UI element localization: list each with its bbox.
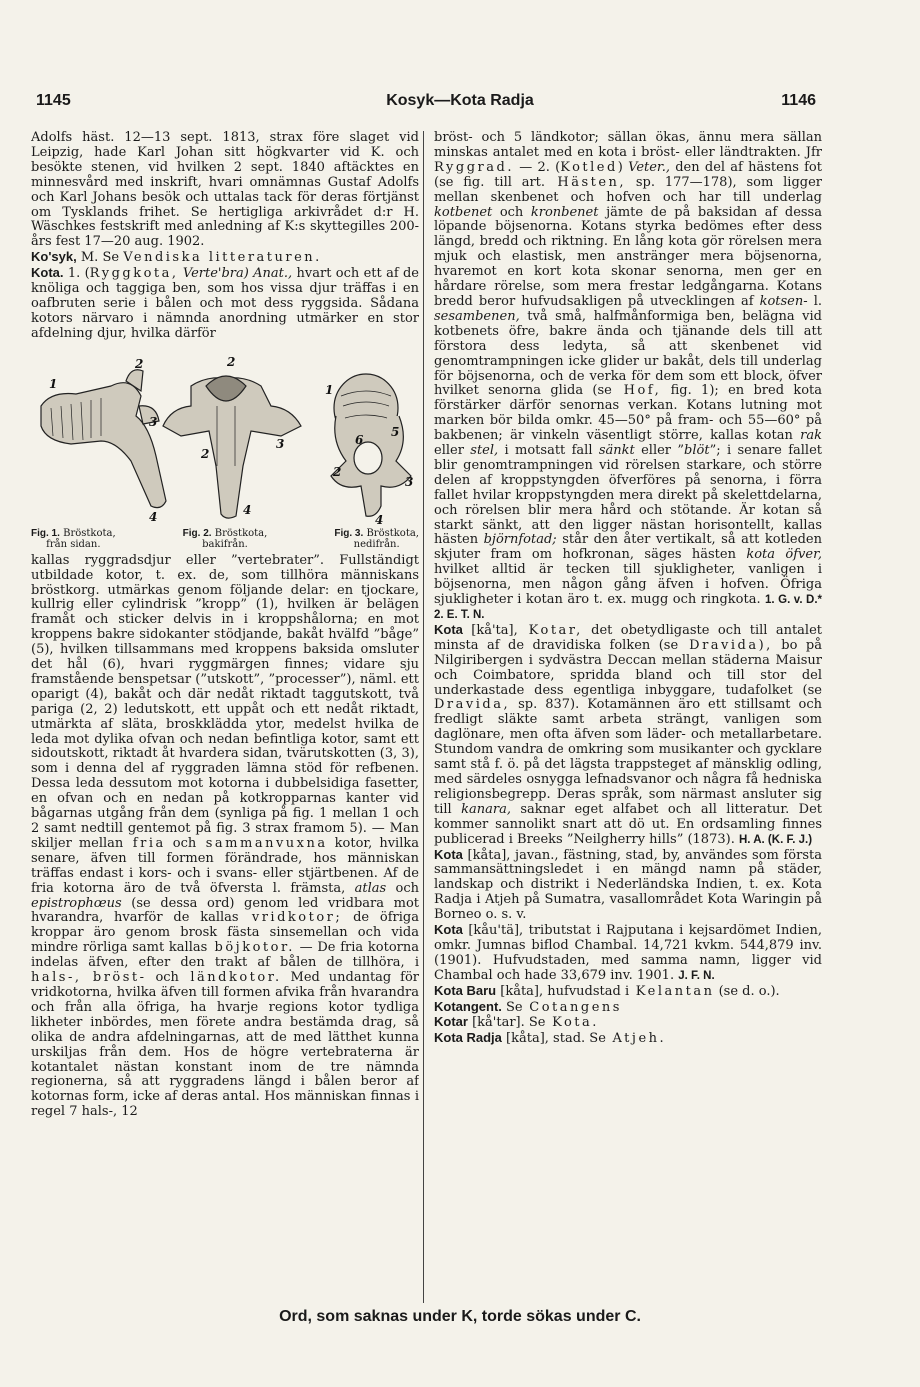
body-text: och	[146, 970, 179, 986]
cross-ref-cotangens: Cotangens	[522, 999, 622, 1015]
fig1-label: 1	[49, 376, 58, 391]
term-epistropheus: epistrophœus	[31, 895, 122, 911]
body-text: och	[165, 835, 197, 851]
cross-ref-ryggrad: Ryggrad.	[434, 159, 514, 175]
fig2-label: 4	[243, 502, 252, 517]
body-text: i motsatt fall	[498, 443, 593, 459]
headword-kota: Kota	[434, 846, 463, 862]
term-kotbenet: kotbenet	[434, 204, 493, 220]
term-kotsen: kotsen-	[753, 293, 808, 309]
caption-fig3	[334, 528, 419, 550]
term-bjornfotad: björnfotad;	[478, 532, 557, 548]
term-landkotor: ländkotor.	[178, 970, 282, 986]
body-text: saknar eget alfabet och all litteratur. Det kommer sannolikt snart att dö ut. En ordsamling finnes publicerad i Breeks ”Neilgherry hills” (1873).	[434, 801, 822, 847]
headword-kota: Kota	[434, 621, 463, 637]
page-header	[0, 92, 920, 120]
vertebra-figures	[31, 346, 419, 526]
headword-kotangent: Kotangent.	[434, 998, 502, 1014]
fig1-label: 3	[149, 414, 158, 429]
body-text: [kåta], stad. Se	[501, 1031, 606, 1047]
entry-kotar	[434, 1015, 822, 1031]
fig3-label: 5	[391, 424, 400, 439]
body-text: Se	[501, 999, 523, 1015]
caption-title: Fig. 2.	[182, 527, 212, 539]
right-page-number: 1146	[781, 92, 816, 109]
entry-kota-people	[434, 623, 822, 848]
term-kronbenet: kronbenet	[523, 204, 599, 220]
headword-kota-radja: Kota Radja	[434, 1030, 502, 1046]
body-text: eller	[434, 443, 464, 459]
cross-ref-hof: Hof,	[611, 383, 662, 399]
term-kota-ofver: kota öfver,	[735, 547, 822, 563]
paragraph-kota-continued	[434, 131, 822, 623]
entry-text: 1. (	[63, 266, 90, 282]
caption-fig2	[183, 528, 268, 550]
figure-captions	[31, 528, 419, 550]
body-text: den del af hästens fot (se fig. till art.	[434, 159, 822, 190]
headword-kota-baru: Kota Baru	[434, 982, 497, 998]
body-text: fig. 1); en bred kota förstärker därför senornas verkan. Kotans lutning mot marken bör bilda omkr. 45—50° på fram- och 55—60° på bakbenen; är vinkeln väsentligt större, kallas kotan	[434, 383, 822, 444]
caption-title: Fig. 3.	[334, 527, 364, 539]
term-rak: rak	[792, 428, 822, 444]
body-text: står den åter vertikalt, så att kotleden skjuter fram om hofkronan, säges hästen	[434, 532, 822, 563]
left-page-number: 1145	[36, 92, 71, 109]
cross-ref-hasten: Hästen,	[545, 174, 627, 190]
cross-ref-kelantan: Kelantan	[629, 983, 715, 999]
entry-text: M. Se	[76, 250, 124, 266]
entry-kotangent	[434, 1000, 822, 1016]
term-sankt: sänkt	[592, 443, 635, 459]
body-text: kotor, hvilka senare, äfven till formen förändrade, hos människan träffas endast i kors- och i svans- eller stjärtbenen. Af de fria kotorna äro de två öfversta l. främsta,	[31, 835, 419, 896]
fig2-label: 2	[227, 354, 236, 369]
paragraph-adolfs: Adolfs häst. 12—13 sept. 1813, strax före slaget vid Leipzig, hade Karl Johan sitt högkvarter vid K. och besökte stenen, vid hvilken 2 sept. 1840 aftäcktes en minnesvård med inskrift, hvari omnämnas Gustaf Adolfs och Karl Johans besök och uttalas tack för deras förtjänst om Tysklands frihet. Se hertigliga arkivrådet d:r H. Wäschkes festskrift med anledning af K:s skyttegilles 200-års fest 17—20 aug. 1902.	[31, 131, 419, 250]
cross-ref-dravida: Dravida,	[434, 697, 511, 713]
fig2-label: 2	[201, 446, 210, 461]
fig3-label: 4	[375, 512, 384, 526]
term-ryggkota: Ryggkota,	[89, 266, 179, 282]
body-text: hvilket alltid är tecken till sjukligheter, vanligen i böjsenorna, men någon gång äfven i hofven. Öfriga sjukligheter i kotan äro t. ex. mugg och ringkota.	[434, 562, 822, 608]
body-text: sp. 177—178), som ligger mellan skenbenet och hofven och har till underlag	[434, 174, 822, 205]
running-head: Kosyk—Kota Radja	[386, 92, 534, 109]
caption-sub: från sidan.	[46, 538, 101, 550]
term-vertebra: Verte'bra) Anat.,	[178, 266, 293, 282]
author-signature: J. F. N.	[678, 969, 715, 982]
entry-kota	[31, 266, 419, 342]
fig3-label: 3	[405, 474, 414, 489]
column-divider	[423, 131, 424, 1303]
body-text: [kåta], javan., fästning, stad, by, användes som första sammansättningsledet i en mängd namn på städer, landskap och distrikt i Nederländska Indien, t. ex. Kota Radja i Atjeh på Sumatra, vasallområdet Kota Waringin på Borneo o. s. v.	[434, 847, 822, 923]
term-fria: fria	[123, 835, 166, 851]
vertebra-illustration	[31, 346, 419, 526]
body-text: kallas ryggradsdjur eller ”vertebrater”. Fullständigt utbildade kotor, t. ex. de, som tillhöra människans bröstkorg. utmärkas genom följande delar: en tjockare, kullrig eller cylindrisk ”kropp” (1), hvilken är belägen framåt och sticker delvis in i kroppshålorna; en mot kroppens bakre sidokanter stödjande, bakåt hvälfd ”båge” (5), hvilken tillsammans med kroppens baksida omsluter det hål (6), hvari ryggmärgen finnes; vidare sju framstående benspetsar (”utskott”, ”processer”), näml. ett oparigt (4), bakåt och där nedåt riktadt taggutskott, två pariga (2, 2) ledutskott, ett uppåt och ett nedåt riktadt, utmärkta af släta, broskklädda ytor, medelst hvilka de leda mot dylika ofvan och nedan befintliga kotor, samt ett sidoutskott, riktadt åt hvardera sidan, tvärutskotten (3, 3), som i denna del af ryggraden lämna stöd för refbenen. Dessa leda dessutom mot kotorna i dubbelsidiga fasetter, en ofvan och en nedan på kotkropparnas kanter vid bågarnas utgång från dem (synliga på fig. 1 mellan 1 och 2 samt nedtill gentemot på fig. 3 strax framom 5). — Man skiljer mellan	[31, 552, 419, 851]
cross-ref-atjeh: Atjeh.	[605, 1031, 667, 1047]
body-text: och	[386, 880, 419, 896]
body-text: [kåu'tä], tributstat i Rajputana i kejsardömet Indien, omkr. Jumnas biflod Chambal. 14,721 kvkm. 544,879 inv. (1901). Hufvudstaden, med samma namn, ligger vid Chambal och hade 33,679 inv. 1901.	[434, 923, 822, 983]
left-column	[31, 131, 419, 1301]
paragraph-vertebrater	[31, 554, 419, 1120]
term-brost: bröst-	[81, 970, 147, 986]
term-hals: hals-,	[31, 970, 82, 986]
entry-text: hvart och ett af de knöliga och taggiga ben, som hos vissa djur träffas i en oafbruten serie i bålen och mot dess ryggsida. Sådana kotors närvaro i nämnda anordning utmärker en stor afdelning djur, hvilka därför	[31, 266, 419, 341]
entry-kota-radja	[434, 1031, 822, 1047]
body-text: — 2. (	[513, 159, 561, 175]
caption-sub: bakifrån.	[202, 538, 248, 550]
headword-kota: Kota.	[31, 265, 64, 281]
body-text: och	[492, 204, 524, 220]
body-text: )	[617, 159, 629, 175]
body-text: — De fria kotorna indelas äfven, efter den trakt af bålen de tillhöra, i	[31, 940, 419, 971]
body-text: sp. 837). Kotamännen äro ett stillsamt och fredligt släkte samt arbeta strängt, vanligen som daglönare, men ofta äfven som läder- och metallarbetare. Stundom vandra de omkring som musikanter och gycklare samt stå f. ö. på det lägsta trappsteget af mänsklig odling, med särdeles osnygga lefnadsvanor och några få hedniska religionsbegrepp. Deras språk, som närmast ansluter sig till	[434, 697, 822, 817]
term-veter: Veter.,	[628, 159, 670, 175]
fig3-vertebra-under	[331, 374, 414, 516]
entry-kota-javan	[434, 848, 822, 924]
term-kotled: Kotled	[560, 159, 618, 175]
term-kotar: Kotar,	[517, 622, 583, 638]
author-signature: 1. G. v. D.* 2. E. T. N.	[434, 594, 822, 621]
body-text: [kåta], hufvudstad i	[496, 983, 630, 999]
entry-kota-baru	[434, 984, 822, 1000]
body-text: [kå'ta],	[462, 622, 518, 638]
fig3-label: 6	[355, 432, 364, 447]
entry-kota-rajputana	[434, 923, 822, 984]
body-text: (se dessa ord) genom led vridbara mot hvarandra, hvarför de kallas	[31, 895, 419, 926]
term-atlas: atlas	[345, 880, 387, 896]
term-blot: blöt	[684, 443, 710, 459]
term-bojkotor: böjkotor.	[207, 940, 295, 956]
body-text: (se d. o.).	[714, 983, 780, 999]
caption-text: Bröstkota,	[366, 527, 419, 539]
caption-text: Bröstkota,	[214, 527, 268, 539]
body-text: två små, halfmånformiga ben, belägna vid kotbenets öfre, bakre ända och tjänande dels till att förstora dess ledyta, så att skenbenet vid genomtrampningen icke glider ur bakåt, dels till underlag för böjsenorna, och de verka för dem som ett block, öfver hvilket senorna glida (se	[434, 308, 822, 399]
fig3-label: 1	[325, 382, 334, 397]
term-sammanvuxna: sammanvuxna	[196, 835, 328, 851]
body-text: [kå'tar]. Se	[467, 1015, 546, 1031]
author-signature: H. A. (K. F. J.)	[738, 833, 813, 846]
caption-sub: nedifrån.	[353, 538, 400, 550]
body-text: bröst- och 5 ländkotor; sällan ökas, ännu mera sällan minskas antalet med en kota i bröst- eller ländtrakten. Jfr	[434, 131, 822, 160]
term-vridkotor: vridkotor;	[238, 910, 343, 926]
right-column	[434, 131, 822, 1301]
caption-title: Fig. 1.	[31, 527, 60, 539]
fig2-label: 3	[276, 436, 285, 451]
headword-kotar: Kotar	[434, 1014, 468, 1030]
headword-kosyk: Ko'syk,	[31, 249, 77, 265]
entry-kosyk	[31, 250, 419, 266]
body-text: l.	[807, 293, 822, 309]
fig1-vertebra-side	[41, 369, 166, 507]
fig1-label: 4	[149, 509, 158, 524]
cross-ref-vendiska: Vendiska litteraturen.	[123, 250, 322, 266]
fig3-label: 2	[333, 464, 342, 479]
body-text: bo på Nilgiribergen i sydvästra Deccan mellan städerna Maisur och Coimbatore, spridda bland och till stor del underkastade dess egentliga inbyggare, tudafolket (se	[434, 637, 822, 698]
body-text: jämte de på baksidan af dessa löpande böjsenorna. Kotans styrka bedömes efter dess längd, bredd och riktning. En lång kota gör rörelsen mera mjuk och elastisk, men anstränger mera böjsenorna, hvaremot en kort kota skonar senorna, men ger en hårdare rörelse, som mera frestar ledgångarna. Kotans bredd beror hufvudsakligen på utvecklingen af	[434, 204, 822, 309]
body-text: eller ”	[634, 443, 685, 459]
cross-ref-dravida: Dravida),	[678, 637, 773, 653]
term-stel: stel,	[463, 443, 499, 459]
body-text: de öfriga kroppar äro genom brosk fästa sinsemellan och vida mindre rörliga samt kallas	[31, 910, 419, 956]
headword-kota: Kota	[434, 922, 463, 938]
body-text: det obetydligaste och till antalet minsta af de dravidiska folken (se	[434, 622, 822, 653]
caption-text: Bröstkota,	[63, 527, 116, 539]
term-kanara: kanara,	[451, 801, 511, 817]
cross-ref-kota: Kota.	[545, 1015, 599, 1031]
body-text: ”; i senare fallet blir genomtrampningen vid rörelsen starkare, och större delen af kroppstyngden öfverföres på senorna, i förra fallet hvilar kroppstyngden mera direkt på skelettdelarna, och rörelsen blir mera hård och stötande. Är kotan så starkt sänkt, att den ligger nästan horisontellt, kallas hästen	[434, 443, 822, 548]
body-text: Med undantag för vridkotorna, hvilka äfven till formen afvika från hvarandra och från alla öfriga, ha hvarje regions kotor tydliga likheter inbördes, men förete andra bestämda drag, så olika de andra afdelningarnas, att de med lätthet kunna urskiljas från dem. Hos de högre vertebraterna är kotantalet nästan konstant inom de tre nämnda regionerna, så att ryggradens längd i bålen beror af kotornas form, icke af deras antal. Hos människan finnas i regel 7 hals-, 12	[31, 970, 419, 1120]
page-footer-note: Ord, som saknas under K, torde sökas under C.	[279, 1308, 641, 1325]
fig1-label: 2	[135, 356, 144, 371]
term-sesambenen: sesambenen,	[434, 308, 520, 324]
caption-fig1	[31, 528, 116, 550]
